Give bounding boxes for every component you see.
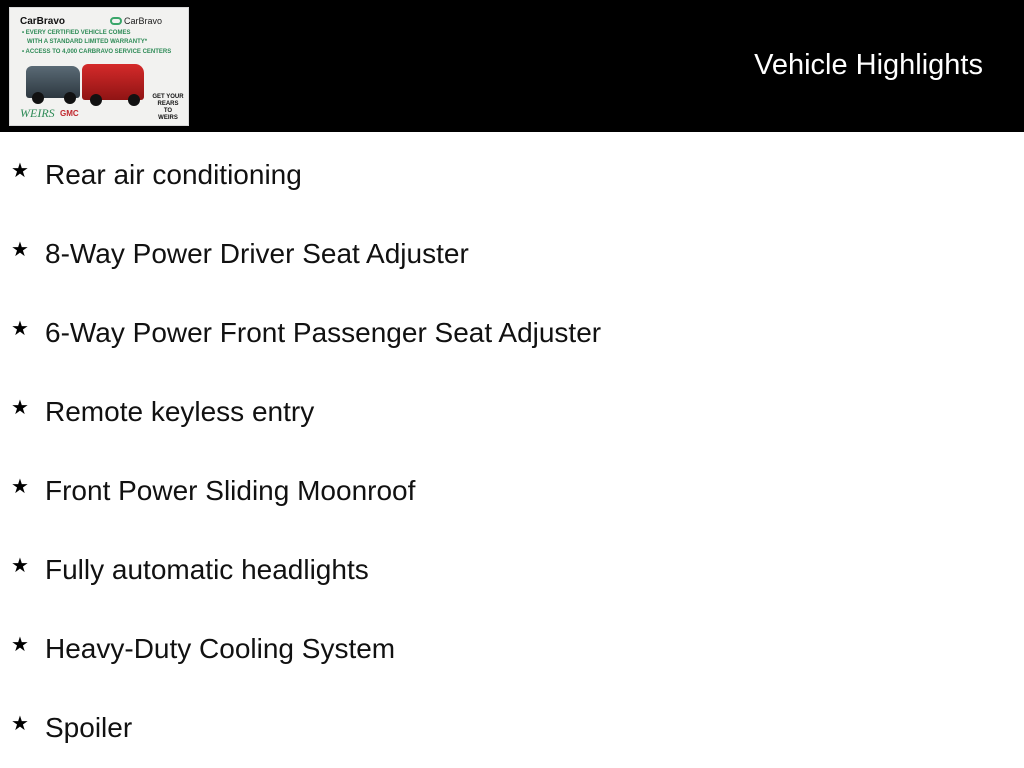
star-icon: ★ bbox=[11, 711, 29, 735]
stamp-line-4: WEIRS bbox=[158, 115, 178, 121]
list-item bbox=[0, 634, 1024, 674]
logo-line-3: • ACCESS TO 4,000 CARBRAVO SERVICE CENTERS bbox=[22, 49, 172, 55]
dealer-logo bbox=[9, 7, 189, 126]
page-title: Vehicle Highlights bbox=[754, 49, 983, 81]
star-icon: ★ bbox=[11, 474, 29, 498]
star-icon: ★ bbox=[11, 316, 29, 340]
star-icon: ★ bbox=[11, 237, 29, 261]
highlight-label: Rear air conditioning bbox=[45, 159, 302, 190]
star-icon: ★ bbox=[11, 553, 29, 577]
stamp-line-2: REARS bbox=[157, 101, 179, 107]
wheel-icon bbox=[90, 94, 102, 106]
wheel-icon bbox=[64, 92, 76, 104]
highlight-label: 6-Way Power Front Passenger Seat Adjuster bbox=[45, 317, 602, 348]
logo-line-1: • EVERY CERTIFIED VEHICLE COMES bbox=[22, 30, 131, 36]
make-logo: GMC bbox=[60, 109, 79, 118]
logo-line-2: WITH A STANDARD LIMITED WARRANTY* bbox=[27, 39, 148, 45]
stamp-line-3: TO bbox=[163, 108, 173, 114]
list-item bbox=[0, 318, 1024, 358]
list-item bbox=[0, 476, 1024, 516]
header-bar bbox=[0, 0, 1024, 132]
highlight-label: Heavy-Duty Cooling System bbox=[45, 633, 396, 664]
slogan-stamp bbox=[152, 94, 184, 122]
star-icon: ★ bbox=[11, 158, 29, 182]
highlight-label: Spoiler bbox=[45, 712, 133, 743]
carbravo-brand-text: CarBravo bbox=[20, 16, 66, 27]
stamp-line-1: GET YOUR bbox=[152, 94, 184, 100]
list-item bbox=[0, 239, 1024, 279]
star-icon: ★ bbox=[11, 395, 29, 419]
highlight-label: 8-Way Power Driver Seat Adjuster bbox=[45, 238, 469, 269]
highlight-label: Remote keyless entry bbox=[45, 396, 315, 427]
wheel-icon bbox=[128, 94, 140, 106]
carbravo-brand-mark-text: CarBravo bbox=[124, 16, 163, 26]
list-item bbox=[0, 160, 1024, 200]
list-item bbox=[0, 713, 1024, 753]
highlight-label: Front Power Sliding Moonroof bbox=[45, 475, 416, 506]
star-icon: ★ bbox=[11, 632, 29, 656]
wheel-icon bbox=[32, 92, 44, 104]
list-item bbox=[0, 397, 1024, 437]
highlight-label: Fully automatic headlights bbox=[45, 554, 369, 585]
carbravo-logo-icon bbox=[110, 17, 122, 25]
list-item bbox=[0, 555, 1024, 595]
dealer-name: WEIRS bbox=[20, 106, 55, 120]
